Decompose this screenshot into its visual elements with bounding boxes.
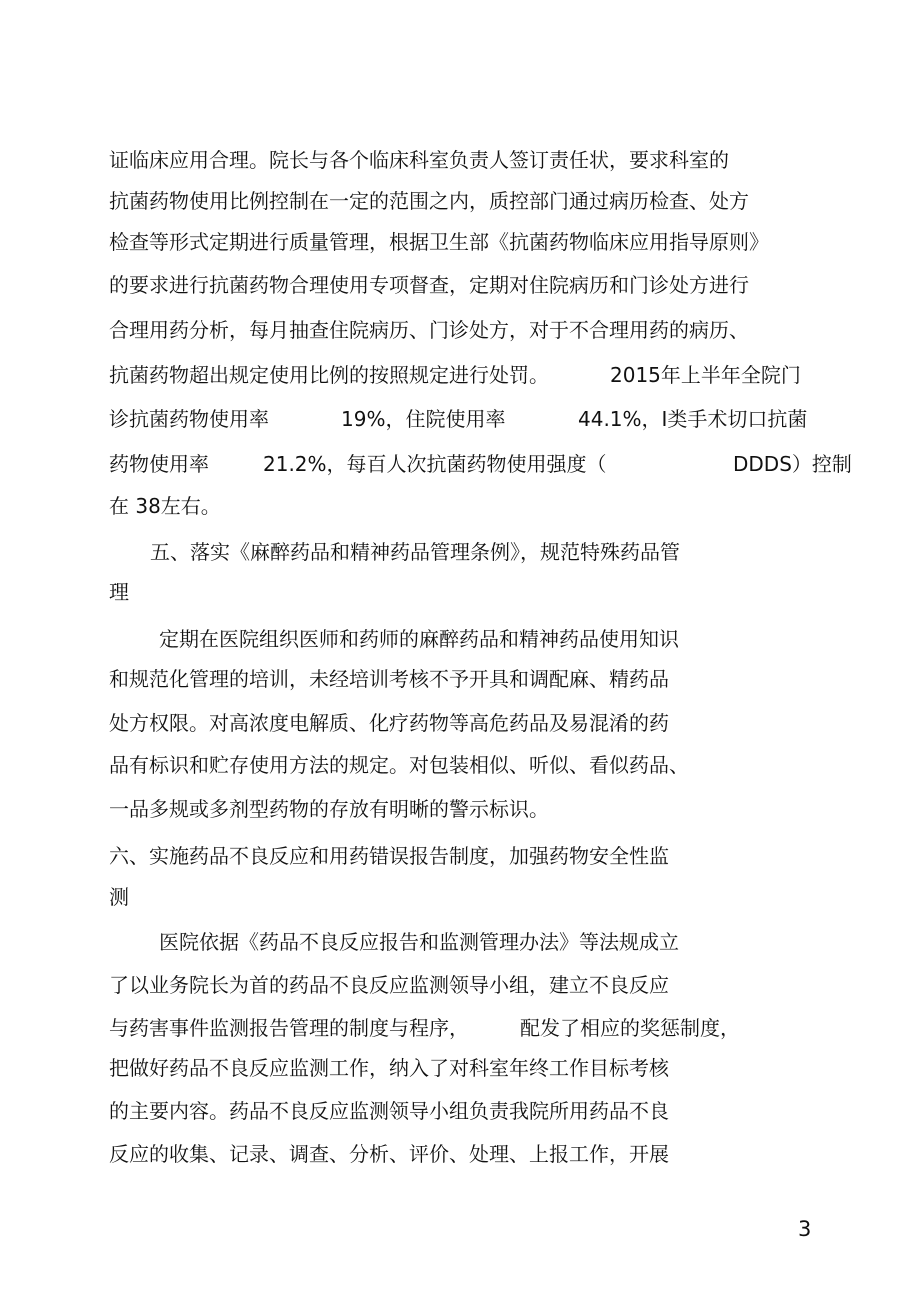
text-line: 了以业务院长为首的药品不良反应监测领导小组，建立不良反应 [109,973,669,997]
text-line: 的主要内容。药品不良反应监测领导小组负责我院所用药品不良 [109,1099,669,1123]
text-line: 在 38左右。 [109,494,221,518]
text-line: 抗菌药物使用比例控制在一定的范围之内，质控部门通过病历检查、处方 [109,189,749,213]
text-line: 把做好药品不良反应监测工作，纳入了对科室年终工作目标考核 [109,1056,669,1080]
text-line: 合理用药分析，每月抽查住院病历、门诊处方，对于不合理用药的病历、 [109,318,749,342]
text-line: 抗菌药物超出规定使用比例的按照规定进行处罚。 [109,363,549,387]
text-line-segment: 2015年上半年全院门 [610,363,801,387]
section-heading-continuation: 测 [109,885,129,909]
text-line: 检查等形式定期进行质量管理，根据卫生部《抗菌药物临床应用指导原则》 [109,230,769,254]
text-line: 一品多规或多剂型药物的存放有明晰的警示标识。 [109,797,549,821]
text-line: 品有标识和贮存使用方法的规定。对包装相似、听似、看似药品、 [109,753,689,777]
text-line: 处方权限。对高浓度电解质、化疗药物等高危药品及易混淆的药 [109,711,669,735]
section-heading: 五、落实《麻醉药品和精神药品管理条例》，规范特殊药品管 [150,540,680,564]
text-line: 反应的收集、记录、调查、分析、评价、处理、上报工作，开展 [109,1142,669,1166]
text-line-segment: 19%，住院使用率 [341,407,506,431]
text-line: 证临床应用合理。院长与各个临床科室负责人签订责任状，要求科室的 [109,148,729,172]
page-number: 3 [798,1217,812,1241]
text-line: 和规范化管理的培训，未经培训考核不予开具和调配麻、精药品 [109,667,669,691]
text-line-segment: 配发了相应的奖惩制度， [520,1016,740,1040]
text-line: 的要求进行抗菌药物合理使用专项督查，定期对住院病历和门诊处方进行 [109,273,749,297]
text-line-segment: DDDS）控制 [733,452,852,476]
section-heading-continuation: 理 [109,580,129,604]
text-line-segment: 21.2%，每百人次抗菌药物使用强度（ [263,452,607,476]
text-line-segment: 药物使用率 [109,452,209,476]
text-line-segment: 诊抗菌药物使用率 [109,407,269,431]
text-line: 定期在医院组织医师和药师的麻醉药品和精神药品使用知识 [159,627,679,651]
text-line-segment: 与药害事件监测报告管理的制度与程序， [109,1016,469,1040]
section-heading: 六、实施药品不良反应和用药错误报告制度，加强药物安全性监 [109,844,669,868]
text-line-segment: 44.1%，I类手术切口抗菌 [578,407,808,431]
text-line: 医院依据《药品不良反应报告和监测管理办法》等法规成立 [159,930,679,954]
